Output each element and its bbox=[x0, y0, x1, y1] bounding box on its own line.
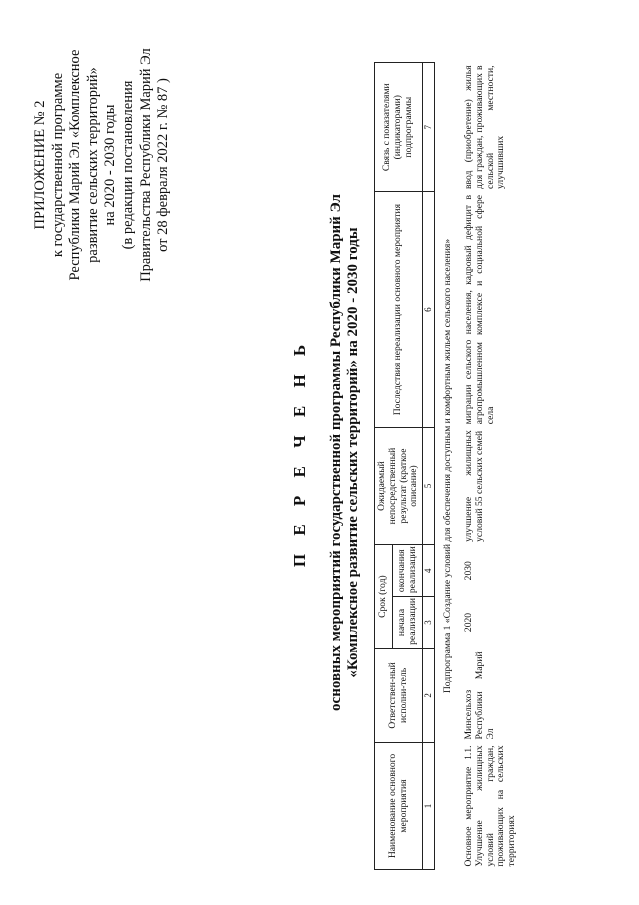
header-start: начала реализации bbox=[392, 597, 422, 649]
column-number: 5 bbox=[423, 427, 435, 545]
appendix-block bbox=[32, 25, 173, 305]
document-title bbox=[290, 40, 362, 865]
header-result: Ожидаемый непосредственный результат (краткое описание) bbox=[375, 427, 423, 545]
cell-executor: Минсельхоз Республики Марий Эл bbox=[462, 651, 496, 740]
column-number: 1 bbox=[423, 742, 435, 869]
header-executor: Ответствен-ный исполни-тель bbox=[375, 648, 423, 742]
column-number: 2 bbox=[423, 648, 435, 742]
appendix-line: развитие сельских территорий» bbox=[84, 67, 101, 263]
column-number: 6 bbox=[423, 192, 435, 427]
table-row bbox=[458, 63, 520, 870]
cell-result: улучшение жилищных условий 55 сельских семей bbox=[462, 430, 485, 542]
appendix-line: ПРИЛОЖЕНИЕ № 2 bbox=[32, 100, 48, 230]
column-number: 3 bbox=[423, 597, 435, 649]
appendix-line: от 28 февраля 2022 г. № 87 ) bbox=[155, 78, 172, 252]
subprogram-row bbox=[435, 63, 458, 870]
header-consequences: Последствия нереализации основного мероприятия bbox=[375, 192, 423, 427]
subprogram-title: Подпрограмма 1 «Создание условий для обеспечения доступным и комфортным жильем сельского населения» bbox=[442, 238, 454, 694]
measures-table bbox=[374, 62, 520, 870]
header-end: окончания реализации bbox=[392, 545, 422, 597]
header-row bbox=[375, 63, 393, 870]
title-main: П Е Р Е Ч Е Н Ь bbox=[290, 337, 309, 568]
title-subtitle-line2: «Комплексное развитие сельских территорий» на 2020 - 2030 годы bbox=[345, 227, 361, 678]
cell-end-year: 2030 bbox=[462, 561, 474, 581]
title-subtitle-line1: основных мероприятий государственной программы Республики Марий Эл bbox=[328, 194, 344, 711]
appendix-line: Правительства Республики Марий Эл bbox=[137, 48, 154, 282]
column-number-row bbox=[423, 63, 435, 870]
appendix-line: Республики Марий Эл «Комплексное bbox=[67, 49, 84, 281]
cell-measure-name: Основное мероприятие 1.1. Улучшение жилищных условий граждан, проживающих на сельских территориях bbox=[462, 745, 518, 867]
appendix-line: на 2020 - 2030 годы bbox=[102, 104, 119, 226]
header-indicators: Связь с показателями (индикаторами) подпрограммы bbox=[375, 63, 423, 192]
cell-start-year: 2020 bbox=[462, 612, 474, 633]
appendix-line: к государственной программе bbox=[49, 72, 66, 258]
column-number: 4 bbox=[423, 545, 435, 597]
header-name: Наименование основного мероприятия bbox=[375, 742, 423, 869]
header-period: Срок (год) bbox=[375, 545, 393, 649]
cell-consequences: миграции сельского населения, кадровый дефицит в агропромышленном комплексе и социальной сфере села bbox=[462, 194, 496, 425]
column-number: 7 bbox=[423, 63, 435, 192]
cell-indicators: ввод (приобретение) жилья для граждан, проживающих в сельской местности, улучшивших bbox=[462, 65, 507, 189]
appendix-line: (в редакции постановления bbox=[119, 80, 136, 250]
